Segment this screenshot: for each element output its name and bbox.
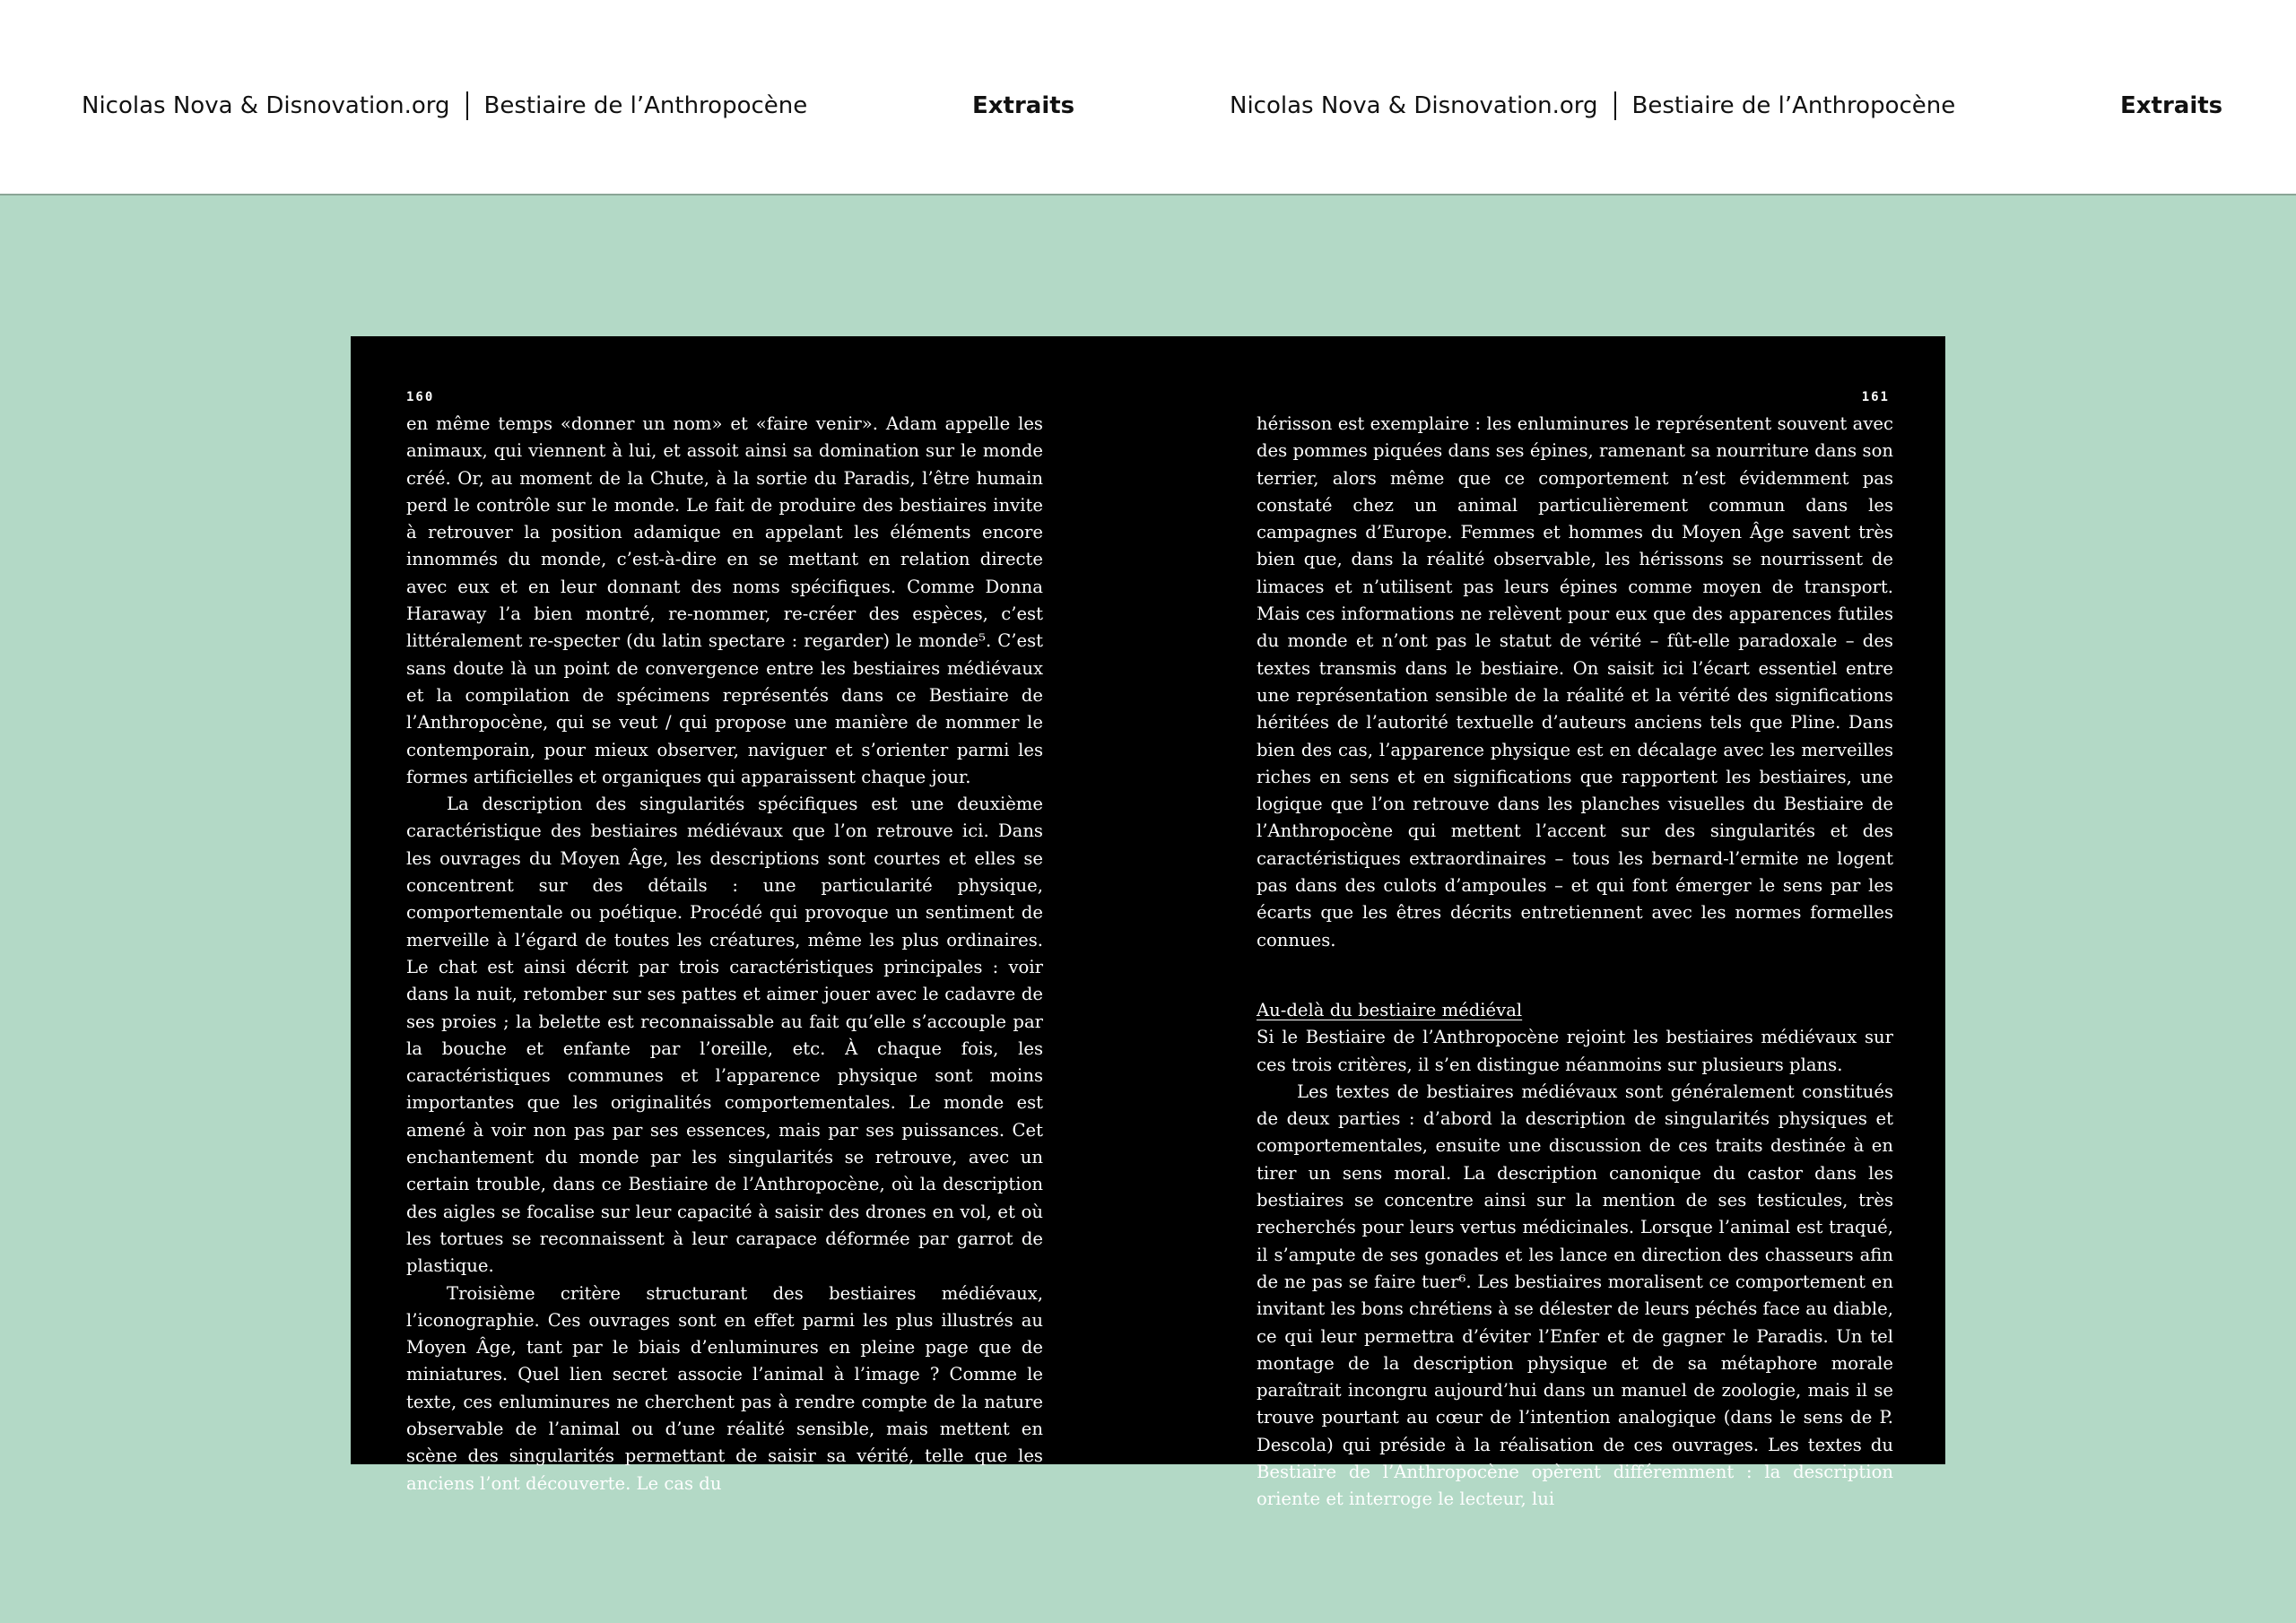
book-spread — [351, 336, 1945, 1510]
left-page-text — [406, 411, 1043, 1497]
extraits-link[interactable]: Extraits — [2120, 92, 2223, 119]
header-divider — [1614, 91, 1616, 120]
extraits-link[interactable]: Extraits — [972, 92, 1075, 119]
author-name[interactable]: Nicolas Nova & Disnovation.org — [1230, 92, 1598, 119]
section-heading: Au-delà du bestiaire médiéval — [1257, 999, 1523, 1020]
paragraph: en même temps «donner un nom» et «faire venir». Adam appelle les animaux, qui viennent à lui, et assoit ainsi sa domination sur le monde créé. Or, au moment de la Chute, à la sortie du Paradis, l’être humain perd le contrôle sur le monde. Le fait de produire des bestiaires invite à retrouver la position adamique en appelant les éléments encore innommés du monde, c’est-à-dire en se mettant en relation directe avec eux et en leur donnant des noms spécifiques. Comme Donna Haraway l’a bien montré, re-nommer, re-créer des espèces, c’est littéralement re-specter (du latin spectare : regarder) le monde⁵. C’est sans doute là un point de convergence entre les bestiaires médiévaux et la compilation de spécimens représentés dans ce Bestiaire de l’Anthropocène, qui se veut / qui propose une manière de nommer le contemporain, pour mieux observer, naviguer et s’orienter parmi les formes artificielles et organiques qui apparaissent chaque jour. — [406, 413, 1043, 787]
header-divider — [466, 91, 468, 120]
paragraph: Troisième critère structurant des bestiaires médiévaux, l’iconographie. Ces ouvrages sont en effet parmi les plus illustrés au Moyen Âge, tant par le biais d’enluminures en pleine page que de miniatures. Quel lien secret associe l’animal à l’image ? Comme le texte, ces enluminures ne cherchent pas à rendre compte de la nature observable de l’animal ou d’une réalité sensible, mais mettent en scène des singularités permettant de saisir sa vérité, telle que les anciens l’ont découverte. Le cas du — [406, 1282, 1043, 1494]
header-right-group — [1230, 86, 1955, 126]
paragraph: hérisson est exemplaire : les enluminures le représentent souvent avec des pommes piquées dans ses épines, ramenant sa nourriture dans son terrier, alors même que ce comportement n’est évidemment pas constaté chez un animal particulièrement commun dans les campagnes d’Europe. Femmes et hommes du Moyen Âge savent très bien que, dans la réalité observable, les hérissons se nourrissent de limaces et n’utilisent pas leurs épines comme moyen de transport. Mais ces informations ne relèvent pour eux que des apparences futiles du monde et n’ont pas le statut de vérité – fût-elle paradoxale – des textes transmis dans le bestiaire. On saisit ici l’écart essentiel entre une représentation sensible de la réalité et la vérité des significations héritées de l’autorité textuelle d’auteurs anciens tels que Pline. Dans bien des cas, l’apparence physique est en décalage avec les merveilles riches en sens et en significations que rapportent les bestiaires, une logique que l’on retrouve dans les planches visuelles du Bestiaire de l’Anthropocène qui mettent l’accent sur des singularités et des caractéristiques extraordinaires – tous les bernard-l’ermite ne logent pas dans des culots d’ampoules – et qui font émerger le sens par les écarts que les êtres décrits entretiennent avec les normes formelles connues. — [1257, 413, 1893, 950]
paragraph: Les textes de bestiaires médiévaux sont généralement constitués de deux parties : d’abord la description de singularités physiques et comportementales, ensuite une discussion de ces traits destinée à en tirer un sens moral. La description canonique du castor dans les bestiaires se concentre ainsi sur la mention de ses testicules, très recherchés pour leurs vertus médicinales. Lorsque l’animal est traqué, il s’ampute de ses gonades et les lance en direction des chasseurs afin de ne pas se faire tuer⁶. Les bestiaires moralisent ce comportement en invitant les bons chrétiens à se délester de leurs péchés face au diable, ce qui leur permettra d’éviter l’Enfer et de gagner le Paradis. Un tel montage de la description physique et de sa métaphore morale paraîtrait incongru aujourd’hui dans un manuel de zoologie, mais il se trouve pourtant au cœur de l’intention analogique (dans le sens de P. Descola) qui préside à la réalisation de ces ouvrages. Les textes du Bestiaire de l’Anthropocène opèrent différemment : la description oriente et interroge le lecteur, lui — [1257, 1081, 1893, 1510]
paragraph: Si le Bestiaire de l’Anthropocène rejoint les bestiaires médiévaux sur ces trois critères, il s’en distingue néanmoins sur plusieurs plans. — [1257, 1027, 1893, 1075]
page-number-left: 160 — [406, 390, 435, 404]
book-title[interactable]: Bestiaire de l’Anthropocène — [1631, 92, 1956, 119]
book-title[interactable]: Bestiaire de l’Anthropocène — [483, 92, 808, 119]
header-left-group — [82, 86, 807, 126]
author-name[interactable]: Nicolas Nova & Disnovation.org — [82, 92, 450, 119]
site-header — [0, 0, 2296, 195]
right-page-text — [1257, 411, 1893, 1514]
paragraph: La description des singularités spécifiques est une deuxième caractéristique des bestiaires médiévaux que l’on retrouve ici. Dans les ouvrages du Moyen Âge, les descriptions sont courtes et elles se concentrent sur des détails : une particularité physique, comportementale ou poétique. Procédé qui provoque un sentiment de merveille à l’égard de toutes les créatures, même les plus ordinaires. Le chat est ainsi décrit par trois caractéristiques principales : voir dans la nuit, retomber sur ses pattes et aimer jouer avec le cadavre de ses proies ; la belette est reconnaissable au fait qu’elle s’accouple par la bouche et enfante par l’oreille, etc. À chaque fois, les caractéristiques communes et l’apparence physique sont moins importantes que les originalités comportementales. Le monde est amené à voir non pas par ses essences, mais par ses puissances. Cet enchantement du monde par les singularités se retrouve, avec un certain trouble, dans ce Bestiaire de l’Anthropocène, où la description des aigles se focalise sur leur capacité à saisir des drones en vol, et où les tortues se reconnaissent à leur carapace déformée par garrot de plastique. — [406, 794, 1043, 1277]
page-number-right: 161 — [1861, 390, 1890, 404]
